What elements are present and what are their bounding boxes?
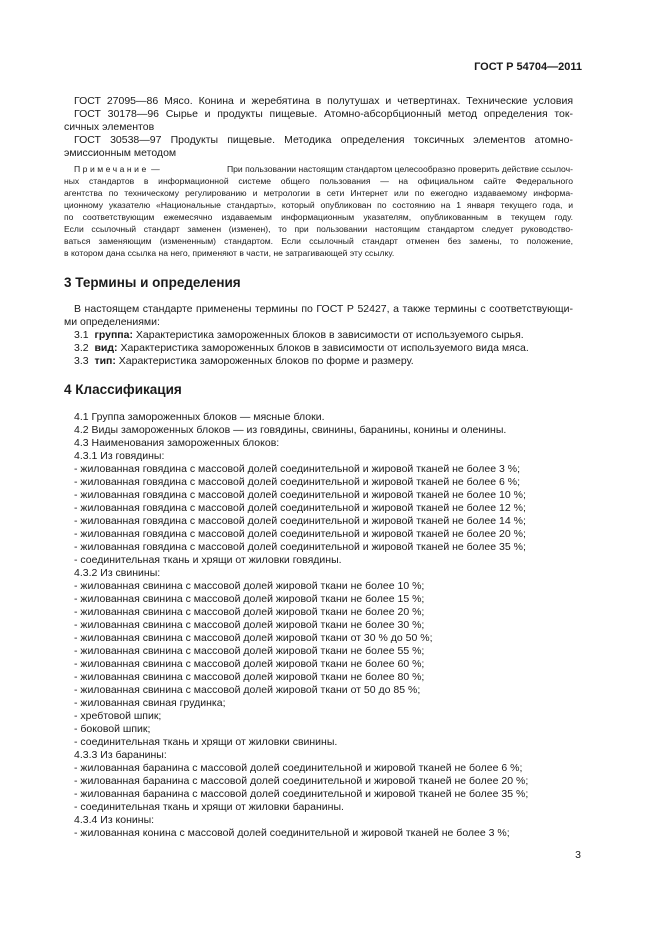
document-header: ГОСТ Р 54704—2011 xyxy=(474,61,582,73)
term-number: 3.3 xyxy=(74,355,89,367)
list-item: - жилованная свинина с массовой долей жировой ткани от 30 % до 50 %; xyxy=(74,632,433,644)
list-item: - жилованная говядина с массовой долей соединительной и жировой тканей не более 12 %; xyxy=(74,502,526,514)
note-line-4: ционному указателю «Национальные стандарты», который опубликован по состоянию на 1 января текущего года, и xyxy=(64,200,573,210)
term-definition: Характеристика замороженных блоков в зависимости от используемого вида мяса. xyxy=(117,342,529,354)
list-item: - жилованная свинина с массовой долей жировой ткани от 50 до 85 %; xyxy=(74,684,421,696)
note-line-1: При пользовании настоящим стандартом целесообразно проверить действие ссылоч- xyxy=(226,164,573,174)
ref-gost-30178-cont: сичных элементов xyxy=(64,121,155,133)
term-name: тип: xyxy=(94,355,116,367)
term-3-2 xyxy=(74,342,529,355)
list-item: - жилованная говядина с массовой долей соединительной и жировой тканей не более 14 %; xyxy=(74,515,526,527)
list-item: - жилованная свинина с массовой долей жировой ткани не более 30 %; xyxy=(74,619,425,631)
list-item: - соединительная ткань и хрящи от жиловки свинины. xyxy=(74,736,338,748)
clause-line: 4.2 Виды замороженных блоков — из говядины, свинины, баранины, конины и оленины. xyxy=(74,424,507,436)
note-line-5: по соответствующим ежемесячно издаваемым информационным указателям, опубликованным в текущем году. xyxy=(64,212,573,222)
list-item: - жилованная свинина с массовой долей жировой ткани не более 20 %; xyxy=(74,606,425,618)
list-item: - жилованная свиная грудинка; xyxy=(74,697,226,709)
page-number: 3 xyxy=(575,849,581,861)
note-line-3: агентства по техническому регулированию и метрологии в сети Интернет или по ежегодно издаваемому информа- xyxy=(64,188,573,198)
list-item: - жилованная говядина с массовой долей соединительной и жировой тканей не более 3 %; xyxy=(74,463,521,475)
term-definition: Характеристика замороженных блоков по форме и размеру. xyxy=(115,355,414,367)
list-item: - жилованная говядина с массовой долей соединительной и жировой тканей не более 6 %; xyxy=(74,476,521,488)
ref-gost-30538-cont: эмиссионным методом xyxy=(64,147,177,159)
ref-gost-30178: ГОСТ 30178—96 Сырье и продукты пищевые. Атомно-абсорбционный метод определения ток- xyxy=(74,108,573,120)
list-item: - жилованная баранина с массовой долей соединительной и жировой тканей не более 6 %; xyxy=(74,762,523,774)
term-name: группа: xyxy=(94,329,133,341)
note-line-8: в котором дана ссылка на него, применяют в части, не затрагивающей эту ссылку. xyxy=(64,248,395,258)
clause-line: 4.3.2 Из свинины: xyxy=(74,567,161,579)
clause-line: 4.3.3 Из баранины: xyxy=(74,749,167,761)
ref-gost-27095: ГОСТ 27095—86 Мясо. Конина и жеребятина в полутушах и четвертинах. Технические условия xyxy=(74,95,573,107)
list-item: - боковой шпик; xyxy=(74,723,151,735)
list-item: - жилованная говядина с массовой долей соединительной и жировой тканей не более 10 %; xyxy=(74,489,526,501)
note-dash: — xyxy=(148,164,160,174)
list-item: - соединительная ткань и хрящи от жиловки баранины. xyxy=(74,801,344,813)
term-number: 3.1 xyxy=(74,329,89,341)
note-line-6: Если ссылочный стандарт заменен (изменен), то при пользовании настоящим стандартом следует руководство- xyxy=(64,224,573,234)
term-name: вид: xyxy=(94,342,118,354)
clause-line: 4.3.4 Из конины: xyxy=(74,814,155,826)
list-item: - соединительная ткань и хрящи от жиловки говядины. xyxy=(74,554,342,566)
list-item: - жилованная говядина с массовой долей соединительной и жировой тканей не более 35 %; xyxy=(74,541,526,553)
term-definition: Характеристика замороженных блоков в зависимости от используемого сырья. xyxy=(132,329,524,341)
note-line-2: ных стандартов в информационной системе общего пользования — на официальном сайте Федерального xyxy=(64,176,573,186)
list-item: - жилованная свинина с массовой долей жировой ткани не более 15 %; xyxy=(74,593,425,605)
ref-gost-30538: ГОСТ 30538—97 Продукты пищевые. Методика определения токсичных элементов атомно- xyxy=(74,134,573,146)
list-item: - жилованная баранина с массовой долей соединительной и жировой тканей не более 20 %; xyxy=(74,775,529,787)
note-label: Примечание xyxy=(74,164,149,174)
list-item: - жилованная баранина с массовой долей соединительной и жировой тканей не более 35 %; xyxy=(74,788,529,800)
list-item: - жилованная свинина с массовой долей жировой ткани не более 55 %; xyxy=(74,645,425,657)
section-3-intro-cont: ми определениями: xyxy=(64,316,160,328)
list-item: - жилованная свинина с массовой долей жировой ткани не более 80 %; xyxy=(74,671,425,683)
term-3-3 xyxy=(74,355,414,368)
clause-line: 4.3 Наименования замороженных блоков: xyxy=(74,437,280,449)
list-item: - жилованная свинина с массовой долей жировой ткани не более 10 %; xyxy=(74,580,425,592)
section-3-title: 3 Термины и определения xyxy=(64,275,241,290)
clause-line: 4.1 Группа замороженных блоков — мясные блоки. xyxy=(74,411,325,423)
term-number: 3.2 xyxy=(74,342,89,354)
section-3-intro: В настоящем стандарте применены термины по ГОСТ Р 52427, а также термины с соответствующи- xyxy=(74,303,573,315)
section-4-title: 4 Классификация xyxy=(64,382,182,397)
list-item: - жилованная свинина с массовой долей жировой ткани не более 60 %; xyxy=(74,658,425,670)
list-item: - жилованная говядина с массовой долей соединительной и жировой тканей не более 20 %; xyxy=(74,528,526,540)
term-3-1 xyxy=(74,329,524,342)
note-line-7: ваться заменяющим (измененным) стандартом. Если ссылочный стандарт отменен без замены, то положение, xyxy=(64,236,573,246)
clause-line: 4.3.1 Из говядины: xyxy=(74,450,165,462)
list-item: - хребтовой шпик; xyxy=(74,710,162,722)
list-item: - жилованная конина с массовой долей соединительной и жировой тканей не более 3 %; xyxy=(74,827,510,839)
note-first-line xyxy=(74,164,573,176)
